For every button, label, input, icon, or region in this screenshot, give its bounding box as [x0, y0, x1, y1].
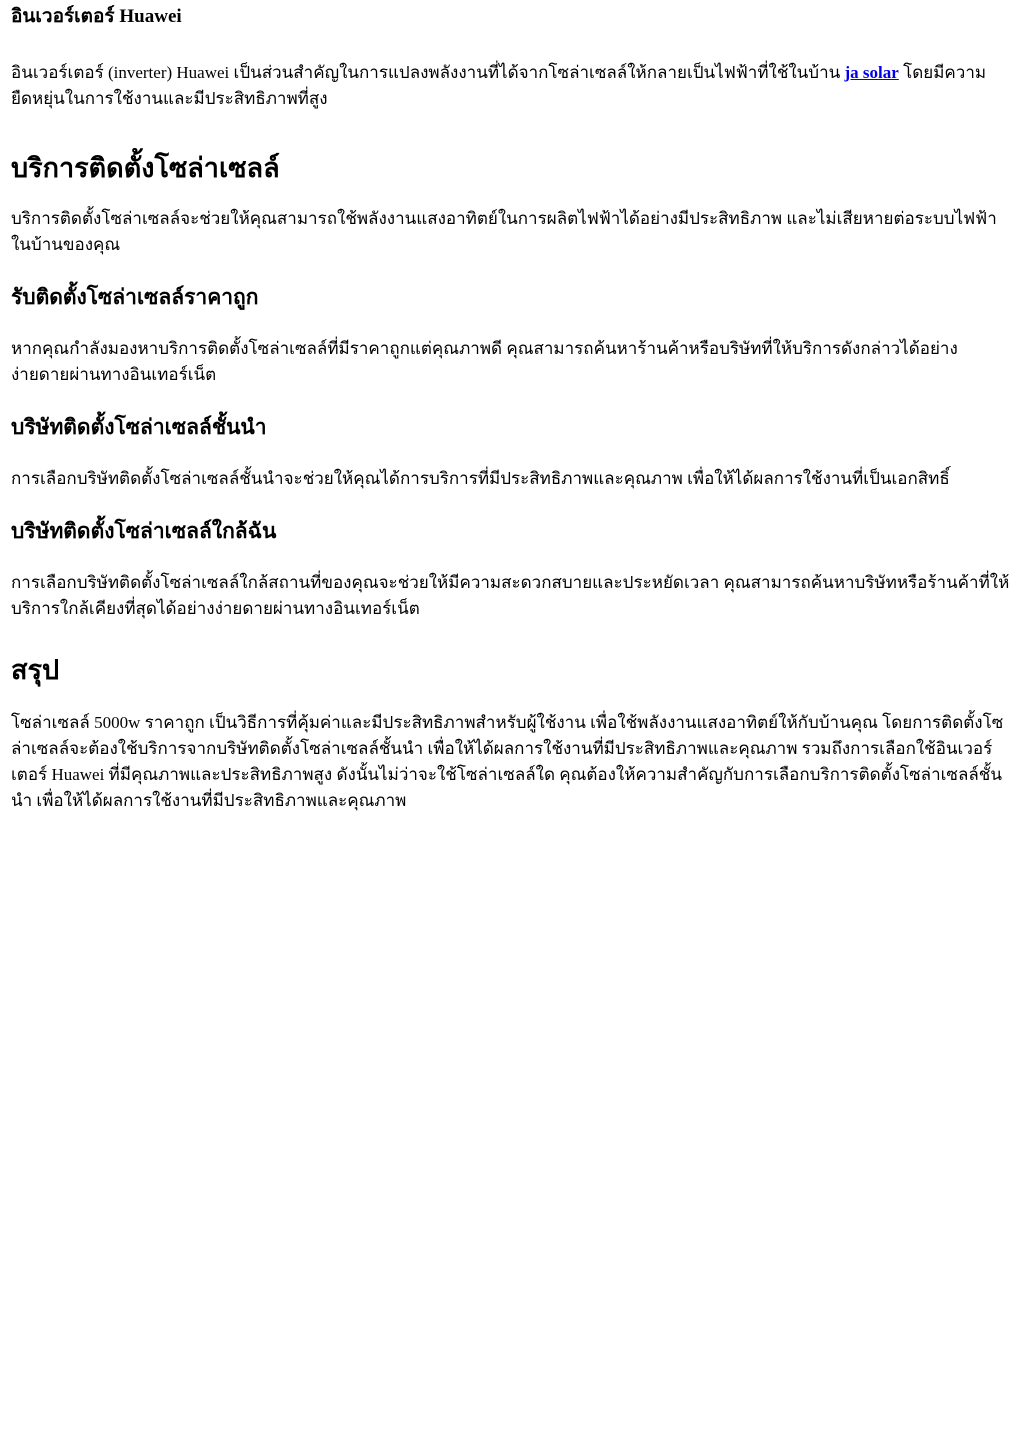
intro-text-before: อินเวอร์เตอร์ (inverter) Huawei เป็นส่วนสำคัญในการแปลงพลังงานที่ได้จากโซล่าเซลล์ให้กลายเป็นไฟฟ้าที่ใช้ในบ้าน: [11, 63, 845, 82]
paragraph-cheap-installation: หากคุณกำลังมองหาบริการติดตั้งโซล่าเซลล์ที่มีราคาถูกแต่คุณภาพดี คุณสามารถค้นหาร้านค้าหรือบริษัทที่ให้บริการดังกล่าวได้อย่างง่ายดายผ่านทางอินเทอร์เน็ต: [11, 339, 958, 384]
ja-solar-link[interactable]: ja solar: [844, 63, 899, 82]
article: [0, 4, 1024, 814]
paragraph-leading-company: การเลือกบริษัทติดตั้งโซล่าเซลล์ชั้นนำจะช่วยให้คุณได้การบริการที่มีประสิทธิภาพและคุณภาพ เพื่อให้ได้ผลการใช้งานที่เป็นเอกสิทธิ์: [11, 469, 950, 488]
heading-leading-company: บริษัทติดตั้งโซล่าเซลล์ชั้นนำ: [11, 415, 267, 439]
intro-paragraph: [11, 60, 1012, 112]
heading-cheap-installation: รับติดตั้งโซล่าเซลล์ราคาถูก: [11, 285, 259, 309]
page-title: อินเวอร์เตอร์ Huawei: [11, 6, 182, 27]
paragraph-services: บริการติดตั้งโซล่าเซลล์จะช่วยให้คุณสามารถใช้พลังงานแสงอาทิตย์ในการผลิตไฟฟ้าได้อย่างมีประสิทธิภาพ และไม่เสียหายต่อระบบไฟฟ้าในบ้านของคุณ: [11, 209, 997, 254]
heading-services: บริการติดตั้งโซล่าเซลล์: [11, 153, 280, 183]
heading-nearby-company: บริษัทติดตั้งโซล่าเซลล์ใกล้ฉัน: [11, 519, 277, 543]
heading-summary: สรุป: [11, 655, 60, 685]
intro-text-after: โดยมีความยืดหยุ่นในการใช้งานและมีประสิทธิภาพที่สูง: [11, 63, 987, 108]
paragraph-summary: โซล่าเซลล์ 5000w ราคาถูก เป็นวิธีการที่คุ้มค่าและมีประสิทธิภาพสำหรับผู้ใช้งาน เพื่อใช้พลังงานแสงอาทิตย์ให้กับบ้านคุณ โดยการติดตั้งโซล่าเซลล์จะต้องใช้บริการจากบริษัทติดตั้งโซล่าเซลล์ชั้นนำ เพื่อให้ได้ผลการใช้งานที่มีประสิทธิภาพและคุณภาพ รวมถึงการเลือกใช้อินเวอร์เตอร์ Huawei ที่มีคุณภาพและประสิทธิภาพสูง ดังนั้นไม่ว่าจะใช้โซล่าเซลล์ใด คุณต้องให้ความสำคัญกับการเลือกบริการติดตั้งโซล่าเซลล์ชั้นนำ เพื่อให้ได้ผลการใช้งานที่มีประสิทธิภาพและคุณภาพ: [11, 713, 1004, 810]
paragraph-nearby-company: การเลือกบริษัทติดตั้งโซล่าเซลล์ใกล้สถานที่ของคุณจะช่วยให้มีความสะดวกสบายและประหยัดเวลา คุณสามารถค้นหาบริษัทหรือร้านค้าที่ให้บริการใกล้เคียงที่สุดได้อย่างง่ายดายผ่านทางอินเทอร์เน็ต: [11, 573, 1010, 618]
